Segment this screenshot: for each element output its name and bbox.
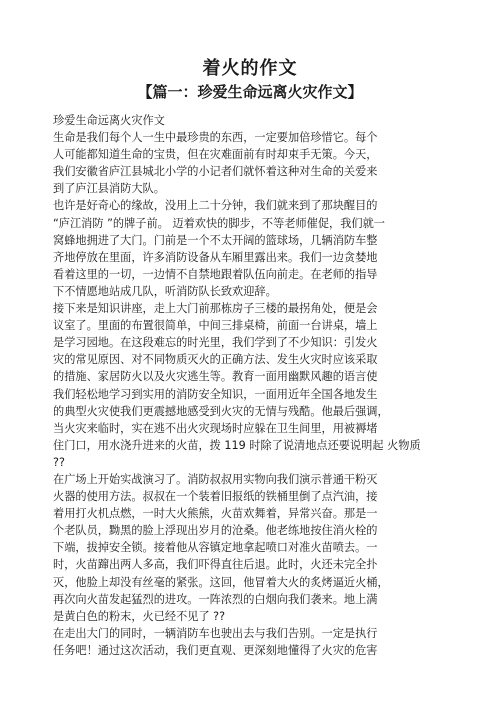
- text-line: 着用打火机点燃，一时大火熊熊，火苗欢舞着，异常兴奋。那是一: [53, 507, 378, 521]
- text-line: 在走出大门的同时，一辆消防车也驶出去与我们告别。一定是执行: [53, 626, 378, 640]
- text-line: 灾的常见原因、对不同物质灭火的正确方法、发生火灾时应该采取: [53, 353, 378, 367]
- text-line: 下不情愿地站成几队，听消防队长致欢迎辞。: [53, 284, 277, 298]
- text-line: 的典型火灾使我们更震撼地感受到火灾的无情与残酷。他最后强调，: [53, 404, 389, 418]
- paragraph: [53, 129, 466, 197]
- text-line: 齐地停放在里面，许多消防设备从车厢里露出来。我们一边贪婪地: [53, 250, 378, 264]
- text-line: 我们轻松地学习到实用的消防安全知识，一面用近年全国各地发生: [53, 387, 378, 401]
- document-body: [53, 112, 466, 659]
- document-subtitle: 【篇一：珍爱生命远离火灾作文】: [137, 83, 363, 101]
- text-line: 时，火苗蹿出两人多高，我们吓得直往后退。此时，火还未完全扑: [53, 558, 378, 572]
- text-line: 在广场上开始实战演习了。消防叔叔用实物向我们演示普通干粉灭: [53, 472, 378, 486]
- paragraph: [53, 625, 466, 659]
- text-line: 个老队员，黝黑的脸上浮现出岁月的沧桑。他老练地按住消火栓的: [53, 524, 378, 538]
- text-line: 是黄白色的粉末，火已经不见了 ??: [53, 609, 226, 623]
- text-line: 再次向火苗发起猛烈的进攻。一阵浓烈的白烟向我们袭来。地上满: [53, 592, 378, 606]
- text-line: ??: [53, 455, 65, 469]
- text-line: 我们安徽省庐江县城北小学的小记者们就怀着这种对生命的关爱来: [53, 165, 378, 179]
- paragraph: [53, 112, 466, 129]
- text-line: 当火灾来临时，实在逃不出火灾现场时应躲在卫生间里，用被褥堵: [53, 421, 378, 435]
- text-line: 任务吧！通过这次活动，我们更直观、更深刻地懂得了火灾的危害: [53, 643, 378, 657]
- text-line: 灭，他脸上却没有丝毫的紧张。这回，他冒着大火的炙烤逼近火桶，: [53, 575, 389, 589]
- text-line: 窝蜂地拥进了大门。门前是一个不太开阔的篮球场，几辆消防车整: [53, 233, 378, 247]
- document-title: 着火的作文: [202, 58, 298, 79]
- text-line: “庐江消防 ”的牌子前。 迈着欢快的脚步，不等老师催促，我们就一: [53, 216, 385, 230]
- text-line: 火器的使用方法。叔叔在一个装着旧报纸的铁桶里倒了点汽油，接: [53, 490, 378, 504]
- text-line: 也许是好奇心的缘故，没用上二十分钟，我们就来到了那块醒目的: [53, 199, 378, 213]
- paragraph: [53, 300, 466, 471]
- text-line: 人可能都知道生命的宝贵，但在灾难面前有时却束手无策。今天，: [53, 148, 378, 162]
- text-line: 接下来是知识讲座，走上大门前那栋房子三楼的最拐角处，便是会: [53, 302, 378, 316]
- text-line: 议室了。里面的布置很简单，中间三排桌椅，前面一台讲桌，墙上: [53, 319, 378, 333]
- text-line: 珍爱生命远离火灾作文: [53, 114, 165, 127]
- text-line: 到了庐江县消防大队。: [53, 182, 165, 196]
- paragraph: [53, 471, 466, 625]
- text-line: 看着这里的一切，一边情不自禁地跟着队伍向前走。在老师的指导: [53, 267, 378, 281]
- text-line: 下端，拔掉安全锁。接着他从容镇定地拿起喷口对准火苗喷去。一: [53, 541, 378, 555]
- paragraph: [53, 197, 466, 300]
- text-line: 生命是我们每个人一生中最珍贵的东西，一定要加倍珍惜它。每个: [53, 131, 378, 145]
- text-line: 是学习园地。在这段难忘的时光里，我们学到了不少知识：引发火: [53, 336, 378, 350]
- text-line: 的措施、家居防火以及火灾逃生等。教育一面用幽默风趣的语言使: [53, 370, 378, 384]
- text-line: 住门口，用水浇升进来的火苗，拨 119 时除了说清地点还要说明起 火物质: [53, 438, 421, 452]
